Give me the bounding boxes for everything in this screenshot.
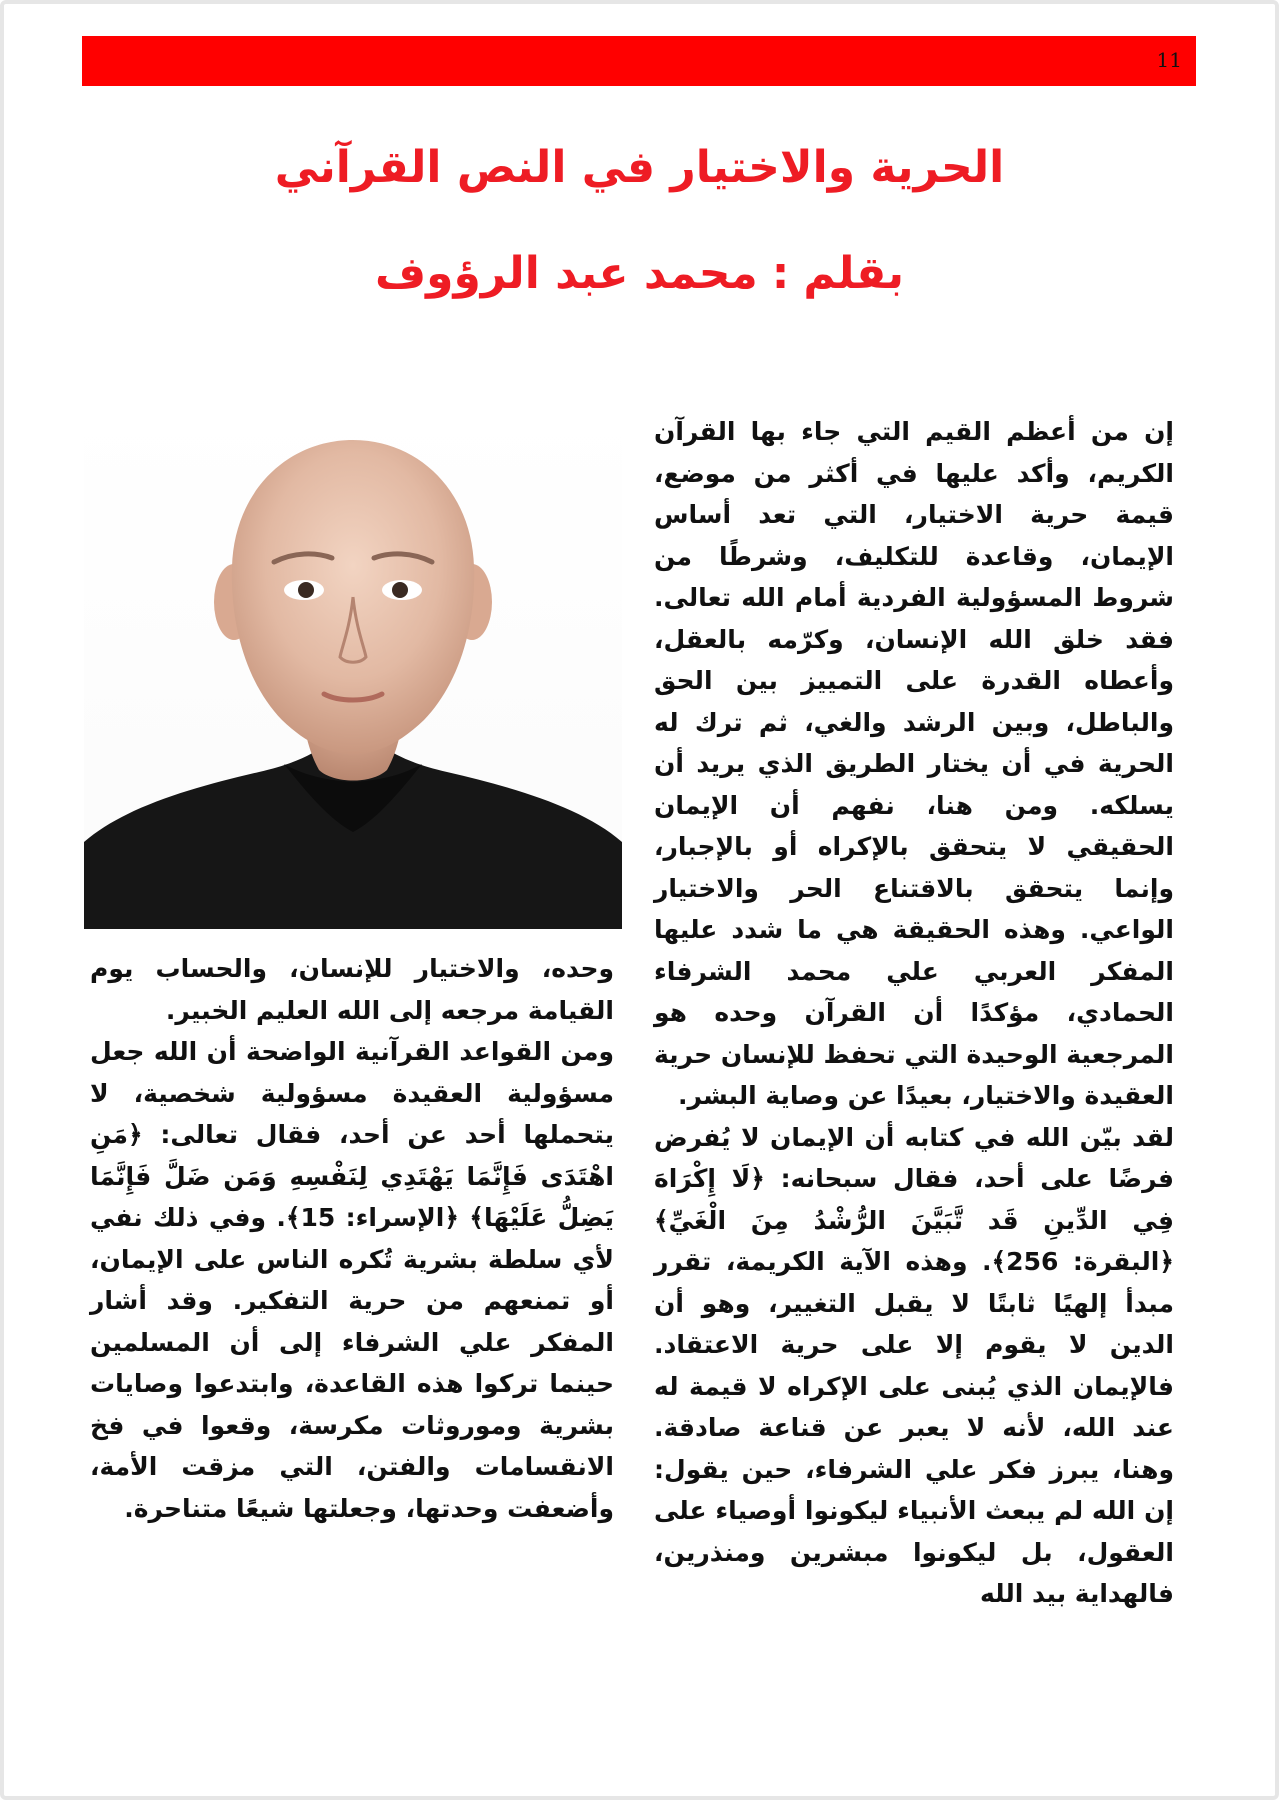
paragraph: وحده، والاختيار للإنسان، والحساب يوم القيامة مرجعه إلى الله العليم الخبير. [90,954,614,1025]
body-column-right [654,411,1174,1615]
page-number: 11 [1156,48,1182,72]
paragraph: ومن القواعد القرآنية الواضحة أن الله جعل مسؤولية العقيدة مسؤولية شخصية، لا يتحملها أحد عن أحد، فقال تعالى: ﴿مَنِ اهْتَدَى فَإِنَّمَا يَهْتَدِي لِنَفْسِهِ وَمَن ضَلَّ فَإِنَّمَا يَضِلُّ عَلَيْهَا﴾ ﴿الإسراء: 15﴾. وفي ذلك نفي لأي سلطة بشرية تُكره الناس على الإيمان، أو تمنعهم من حرية التفكير. وقد أشار المفكر علي الشرفاء إلى أن المسلمين حينما تركوا هذه القاعدة، وابتدعوا وصايات بشرية وموروثات مكرسة، وقعوا في فخ الانقسامات والفتن، التي مزقت الأمة، وأضعفت وحدتها، وجعلتها شيعًا متناحرة. [90,1037,614,1523]
paragraph: لقد بيّن الله في كتابه أن الإيمان لا يُفرض فرضًا على أحد، فقال سبحانه: ﴿لَا إِكْرَاهَ فِي الدِّينِ قَد تَّبَيَّنَ الرُّشْدُ مِنَ الْغَيِّ﴾ ﴿البقرة: 256﴾. وهذه الآية الكريمة، تقرر مبدأ إلهيًا ثابتًا لا يقبل التغيير، وهو أن الدين لا يقوم إلا على حرية الاعتقاد. فالإيمان الذي يُبنى على الإكراه لا قيمة له عند الله، لأنه لا يعبر عن قناعة صادقة. وهنا، يبرز فكر علي الشرفاء، حين يقول: إن الله لم يبعث الأنبياء ليكونوا أوصياء على العقول، بل ليكونوا مبشرين ومنذرين، فالهداية بيد الله [654,1122,1174,1608]
body-column-left [90,948,614,1529]
header-bar [82,36,1196,86]
author-portrait-icon [84,402,622,929]
article-title: الحرية والاختيار في النص القرآني [274,142,1005,193]
byline-prefix: بقلم [803,248,904,299]
byline-separator: : [771,248,790,299]
author-name: محمد عبد الرؤوف [375,248,758,299]
paragraph: إن من أعظم القيم التي جاء بها القرآن الكريم، وأكد عليها في أكثر من موضع، قيمة حرية الاختيار، التي تعد أساس الإيمان، وقاعدة للتكليف، وشرطًا من شروط المسؤولية الفردية أمام الله تعالى. فقد خلق الله الإنسان، وكرّمه بالعقل، وأعطاه القدرة على التمييز بين الحق والباطل، وبين الرشد والغي، ثم ترك له الحرية في أن يختار الطريق الذي يريد أن يسلكه. ومن هنا، نفهم أن الإيمان الحقيقي لا يتحقق بالإكراه أو بالإجبار، وإنما يتحقق بالاقتناع الحر والاختيار الواعي. وهذه الحقيقة هي ما شدد عليها المفكر العربي علي محمد الشرفاء الحمادي، مؤكدًا أن القرآن وحده هو المرجعية الوحيدة التي تحفظ للإنسان حرية العقيدة والاختيار، بعيدًا عن وصاية البشر. [654,417,1174,1110]
article-byline [0,248,1279,299]
